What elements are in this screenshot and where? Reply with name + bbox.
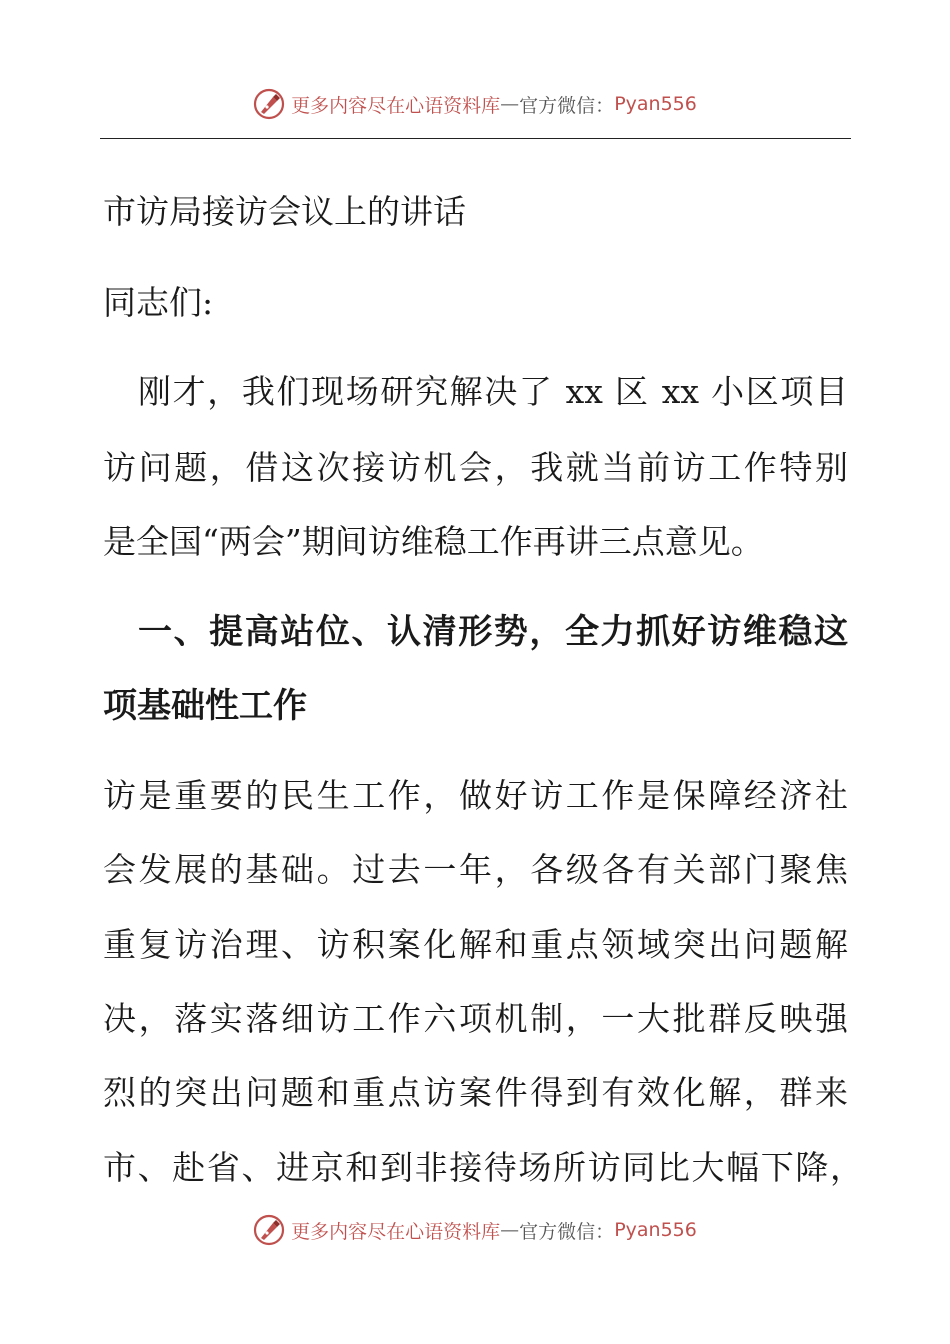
banner-dash: — <box>500 93 520 115</box>
paragraph-2-line-1: 访是重要的民生工作，做好访工作是保障经济社 <box>103 776 848 815</box>
section-heading-line-2: 项基础性工作 <box>103 686 307 726</box>
banner-wechat-label: 官方微信： <box>519 94 615 117</box>
banner-main-text: 更多内容尽在心语资料库 <box>291 94 501 117</box>
footer-watermark <box>0 1210 950 1250</box>
banner-wechat-id: Pyan556 <box>614 93 697 115</box>
paragraph-2-line-5: 烈的突出问题和重点访案件得到有效化解，群来 <box>103 1073 848 1112</box>
banner-main-text: 更多内容尽在心语资料库 <box>291 1220 501 1243</box>
banner-wechat-label: 官方微信： <box>519 1220 615 1243</box>
paragraph-1-line-3: 是全国“两会”期间访维稳工作再讲三点意见。 <box>103 522 764 561</box>
header-watermark <box>0 84 950 124</box>
paragraph-1-line-1: 刚才，我们现场研究解决了 xx 区 xx 小区项目 <box>138 372 848 411</box>
pen-nib-icon <box>253 88 285 120</box>
section-heading-line-1: 一、提高站位、认清形势，全力抓好访维稳这 <box>138 612 848 652</box>
paragraph-2-line-6: 市、赴省、进京和到非接待场所访同比大幅下降， <box>103 1148 863 1187</box>
paragraph-1-line-2: 访问题，借这次接访机会，我就当前访工作特别 <box>103 448 848 487</box>
paragraph-2-line-4: 决，落实落细访工作六项机制，一大批群反映强 <box>103 999 848 1038</box>
banner-wechat-id: Pyan556 <box>614 1219 697 1241</box>
salutation: 同志们: <box>103 283 214 322</box>
header-divider <box>100 138 851 139</box>
banner-dash: — <box>500 1219 520 1241</box>
paragraph-2-line-2: 会发展的基础。过去一年，各级各有关部门聚焦 <box>103 850 848 889</box>
paragraph-2-line-3: 重复访治理、访积案化解和重点领域突出问题解 <box>103 925 848 964</box>
document-title: 市访局接访会议上的讲话 <box>103 192 466 231</box>
pen-nib-icon <box>253 1214 285 1246</box>
